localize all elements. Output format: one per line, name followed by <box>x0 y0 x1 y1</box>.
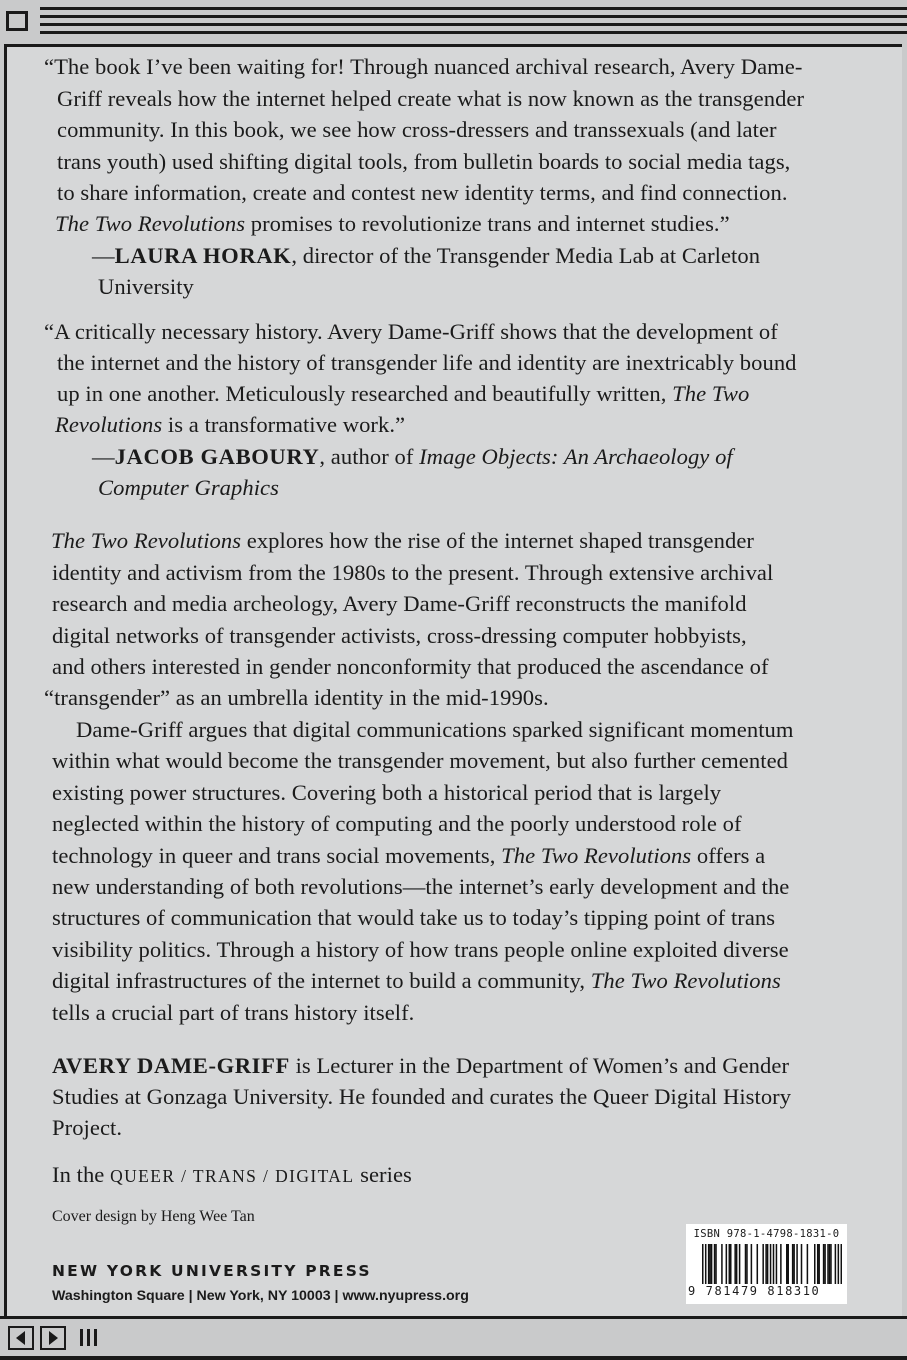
barcode-bar <box>829 1244 831 1284</box>
cover-credit: Cover design by Heng Wee Tan <box>52 1208 255 1225</box>
barcode-bar <box>787 1244 789 1284</box>
barcode-bar <box>714 1244 716 1284</box>
isbn-barcode <box>686 1224 847 1304</box>
three-bar-grip-icon[interactable] <box>80 1329 100 1346</box>
barcode-bar <box>762 1244 764 1284</box>
blurb-line: to share information, create and contest new identity terms, and find connection. <box>57 180 788 205</box>
cited-title: Computer Graphics <box>98 475 279 500</box>
book-title: Revolutions <box>55 412 163 437</box>
description-line: tells a crucial part of trans history itself. <box>52 1000 415 1025</box>
barcode-bar <box>838 1244 840 1288</box>
cited-title: Image Objects: An Archaeology of <box>419 444 733 469</box>
description-line: identity and activism from the 1980s to the present. Through extensive archival <box>52 560 774 585</box>
bio-line: Project. <box>52 1115 123 1140</box>
attribution-name: JACOB GABOURY <box>114 444 320 469</box>
blurb-line: up in one another. Meticulously researched and beautifully written, The Two <box>57 381 750 406</box>
barcode-bar <box>773 1244 775 1288</box>
barcode-bar <box>711 1244 713 1284</box>
status-bar-rule <box>0 1316 907 1319</box>
barcode-bars <box>702 1244 842 1288</box>
description-line: structures of communication that would take us to today’s tipping point of trans <box>52 905 776 930</box>
blurb-line: Griff reveals how the internet helped create what is now known as the transgender <box>57 86 805 111</box>
barcode-bar <box>786 1244 788 1284</box>
barcode-bar <box>776 1244 778 1284</box>
barcode-bar <box>792 1244 794 1284</box>
barcode-bar <box>705 1244 707 1288</box>
barcode-bar <box>814 1244 816 1284</box>
description-line: existing power structures. Covering both a historical period that is largely <box>52 780 722 805</box>
barcode-bar <box>835 1244 837 1284</box>
description-line: The Two Revolutions explores how the rise of the internet shaped transgender <box>51 528 754 553</box>
next-button[interactable] <box>40 1326 66 1350</box>
barcode-bar <box>817 1244 819 1284</box>
blurb-line: “A critically necessary history. Avery Dame-Griff shows that the development of <box>44 319 778 344</box>
blurb-line: “The book I’ve been waiting for! Through nuanced archival research, Avery Dame- <box>44 54 803 79</box>
description-line: visibility politics. Through a history of how trans people online exploited diverse <box>52 937 789 962</box>
barcode-bar <box>729 1244 731 1284</box>
blurb-line: the internet and the history of transgender life and identity are inextricably bound <box>57 350 797 375</box>
window-status-bar <box>0 1316 907 1360</box>
blurb-line: community. In this book, we see how cross-dressers and transsexuals (and later <box>57 117 777 142</box>
barcode-bar <box>823 1244 825 1284</box>
barcode-bar <box>765 1244 767 1284</box>
barcode-bar <box>793 1244 795 1284</box>
triangle-right-icon <box>42 1328 64 1348</box>
barcode-bar <box>751 1244 753 1284</box>
blurb-attribution: —JACOB GABOURY, author of Image Objects: An Archaeology of <box>92 444 733 469</box>
book-title: The Two Revolutions <box>590 968 781 993</box>
prev-button[interactable] <box>8 1326 34 1350</box>
barcode-bar <box>827 1244 829 1284</box>
publisher-name: NEW YORK UNIVERSITY PRESS <box>52 1262 372 1280</box>
attribution-name: LAURA HORAK <box>114 243 292 268</box>
barcode-bar <box>770 1244 772 1288</box>
barcode-bar <box>796 1244 798 1284</box>
blurb-line: Revolutions is a transformative work.” <box>55 412 406 437</box>
bio-line: AVERY DAME-GRIFF is Lecturer in the Department of Women’s and Gender <box>52 1053 790 1078</box>
series-name: QUEER / TRANS / DIGITAL <box>110 1166 355 1186</box>
book-title: The Two Revolutions <box>55 211 246 236</box>
title-bar-stripes <box>40 7 907 37</box>
square-window-icon[interactable] <box>6 11 28 31</box>
description-line: technology in queer and trans social movements, The Two Revolutions offers a <box>52 843 766 868</box>
description-line: neglected within the history of computing and the poorly understood role of <box>52 811 742 836</box>
barcode-bar <box>807 1244 809 1284</box>
ean-digits: 9 781479 818310 <box>688 1284 846 1298</box>
blurb-attribution: —LAURA HORAK, director of the Transgender Media Lab at Carleton <box>92 243 761 268</box>
barcode-bar <box>739 1244 741 1284</box>
barcode-bar <box>721 1244 723 1284</box>
publisher-address: Washington Square | New York, NY 10003 | www.nyupress.org <box>52 1288 469 1304</box>
description-line: “transgender” as an umbrella identity in the mid-1990s. <box>44 685 549 710</box>
description-line: and others interested in gender nonconformity that produced the ascendance of <box>52 654 769 679</box>
barcode-bar <box>818 1244 820 1284</box>
barcode-bar <box>824 1244 826 1284</box>
barcode-bar <box>702 1244 704 1288</box>
barcode-bar <box>767 1244 769 1284</box>
barcode-bar <box>801 1244 803 1284</box>
barcode-bar <box>709 1244 711 1284</box>
description-line: new understanding of both revolutions—the internet’s early development and the <box>52 874 790 899</box>
author-name: AVERY DAME-GRIFF <box>52 1053 290 1078</box>
description-line: Dame-Griff argues that digital communications sparked significant momentum <box>76 717 794 742</box>
description-line: within what would become the transgender movement, but also further cemented <box>52 748 788 773</box>
isbn-label: ISBN 978-1-4798-1831-0 <box>693 1228 840 1240</box>
barcode-bar <box>734 1244 736 1284</box>
book-title: The Two Revolutions <box>501 843 692 868</box>
barcode-bar <box>757 1244 759 1284</box>
bio-line: Studies at Gonzaga University. He founded and curates the Queer Digital History <box>52 1084 792 1109</box>
barcode-bar <box>745 1244 747 1284</box>
barcode-bar <box>780 1244 782 1284</box>
blurb-attribution-line <box>98 472 279 503</box>
book-title: The Two <box>672 381 750 406</box>
book-title: The Two Revolutions <box>51 528 242 553</box>
barcode-bar <box>830 1244 832 1284</box>
blurb-line: trans youth) used shifting digital tools, from bulletin boards to social media tags, <box>57 149 791 174</box>
blurb-attribution-line: University <box>98 274 194 299</box>
status-bar-bottom-rule <box>0 1356 907 1360</box>
barcode-bar <box>736 1244 738 1284</box>
description-line: digital networks of transgender activists, cross-dressing computer hobbyists, <box>52 623 747 648</box>
barcode-bar <box>715 1244 717 1284</box>
blurb-line: The Two Revolutions promises to revolutionize trans and internet studies.” <box>55 211 730 236</box>
window-title-bar <box>0 0 907 46</box>
barcode-bar <box>708 1244 710 1284</box>
series-line: In the QUEER / TRANS / DIGITAL series <box>52 1162 412 1187</box>
description-line: digital infrastructures of the internet to build a community, The Two Revolutions <box>52 968 781 993</box>
barcode-bar <box>746 1244 748 1284</box>
barcode-bar <box>726 1244 728 1284</box>
barcode-bar <box>730 1244 732 1284</box>
triangle-left-icon <box>10 1328 32 1348</box>
description-line: research and media archeology, Avery Dame-Griff reconstructs the manifold <box>52 591 747 616</box>
barcode-bar <box>841 1244 842 1288</box>
